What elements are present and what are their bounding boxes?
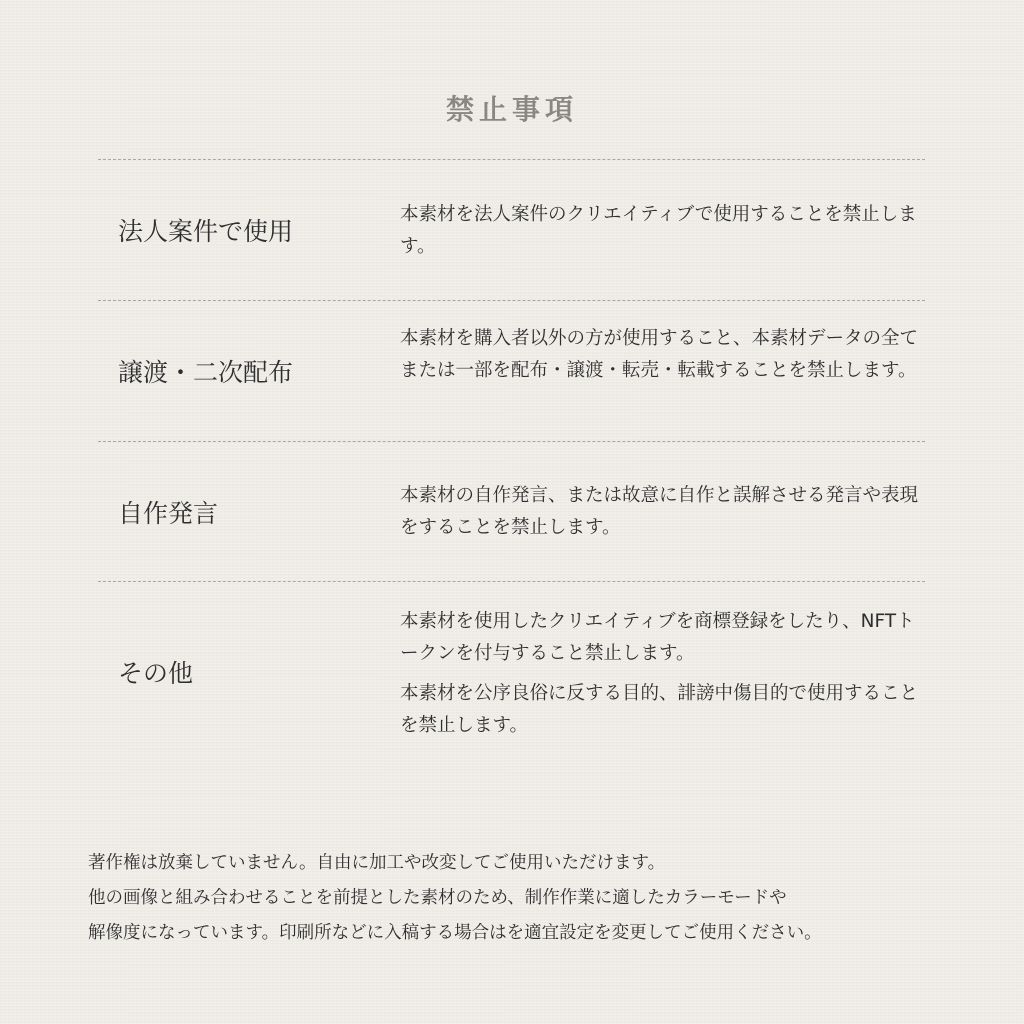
row-description xyxy=(400,480,930,544)
prohibitions-table xyxy=(98,159,925,761)
prohibition-row-redistribution xyxy=(98,300,925,441)
row-label: 譲渡・二次配布 xyxy=(118,358,294,387)
notice-line: 解像度になっています。印刷所などに入稿する場合はを適宜設定を変更してご使用ください。 xyxy=(88,923,822,943)
prohibition-row-other xyxy=(98,581,925,761)
row-description-text: 本素材を公序良俗に反する目的、誹謗中傷目的で使用することを禁止します。 xyxy=(400,683,919,736)
page-title: 禁止事項 xyxy=(445,93,578,126)
row-label: その他 xyxy=(118,658,194,688)
row-description-text: 本素材を購入者以外の方が使用すること、本素材データの全てまたは一部を配布・譲渡・転売・転載することを禁止します。 xyxy=(400,328,919,381)
row-description-text: 本素材の自作発言、または故意に自作と誤解させる発言や表現をすることを禁止します。 xyxy=(400,485,919,538)
row-label: 法人案件で使用 xyxy=(118,217,294,246)
notice-line: 他の画像と組み合わせることを前提とした素材のため、制作作業に適したカラーモードや xyxy=(88,888,787,908)
row-description xyxy=(400,323,930,387)
prohibition-row-corporate-use xyxy=(98,159,925,300)
row-label: 自作発言 xyxy=(118,498,219,528)
row-description-text: 本素材を使用したクリエイティブを商標登録をしたり、NFTトークンを付与すること禁止します。 xyxy=(400,611,915,664)
row-description-text: 本素材を法人案件のクリエイティブで使用することを禁止します。 xyxy=(400,204,917,257)
prohibition-row-self-authorship xyxy=(98,441,925,581)
row-description xyxy=(400,199,930,263)
copyright-notice xyxy=(88,846,988,951)
notice-line: 著作権は放棄していません。自由に加工や改変してご使用いただけます。 xyxy=(88,853,666,873)
row-description xyxy=(400,606,930,742)
